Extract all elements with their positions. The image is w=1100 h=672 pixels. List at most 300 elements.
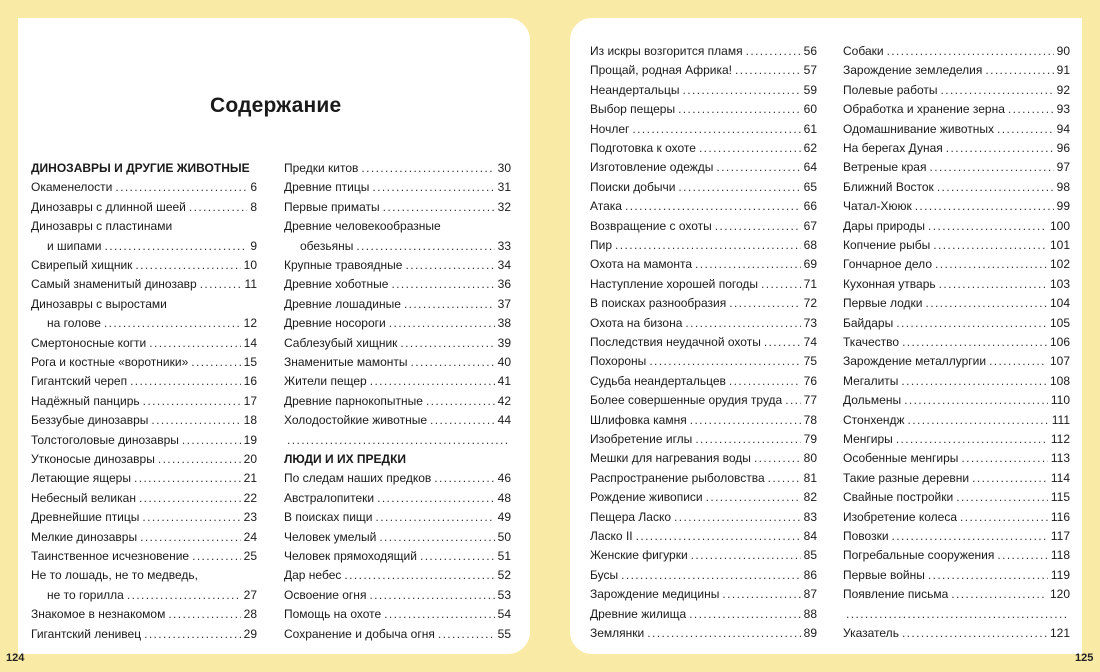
toc-entry xyxy=(843,217,1070,236)
dot-leader xyxy=(933,236,1047,255)
toc-entry xyxy=(31,586,257,605)
toc-entry-page: 88 xyxy=(803,606,817,621)
dot-leader xyxy=(939,275,1047,294)
toc-entry-page: 68 xyxy=(803,238,817,252)
toc-entry-title: Чатал-Хююк xyxy=(843,199,912,214)
toc-entry-title: Одомашнивание животных xyxy=(843,121,995,136)
dot-leader xyxy=(935,255,1047,274)
toc-entry-title: В поисках пищи xyxy=(284,510,373,525)
toc-entry xyxy=(843,469,1070,488)
toc-entry-page: 31 xyxy=(497,180,511,195)
toc-entry xyxy=(284,314,511,333)
toc-entry-page: 34 xyxy=(497,258,511,272)
toc-entry-page: 11 xyxy=(244,277,257,292)
toc-entry xyxy=(31,625,257,644)
toc-entry xyxy=(843,449,1070,468)
toc-entry-page: 83 xyxy=(803,509,817,524)
toc-entry-page: 55 xyxy=(497,626,511,641)
dot-leader xyxy=(400,334,494,353)
dot-leader xyxy=(689,605,800,624)
toc-entry-page: 38 xyxy=(497,316,511,331)
toc-entry-title: Надёжный панцирь xyxy=(31,393,140,408)
toc-entry-title: Зарождение металлургии xyxy=(843,354,987,369)
toc-entry-title: Наступление хорошей погоды xyxy=(590,276,759,291)
dot-leader xyxy=(956,488,1048,507)
dot-leader xyxy=(370,372,495,391)
toc-entry-title: не то горилла xyxy=(47,587,124,602)
dot-leader xyxy=(621,566,801,585)
toc-entry-title: Поиски добычи xyxy=(590,179,676,194)
toc-entry-page: 110 xyxy=(1050,393,1070,408)
toc-entry-page: 53 xyxy=(497,587,511,602)
toc-entry-title: Прощай, родная Африка! xyxy=(590,63,733,78)
toc-entry-title: обезьяны xyxy=(300,238,354,253)
toc-entry-page: 119 xyxy=(1050,567,1070,582)
dot-leader xyxy=(649,352,800,371)
dot-leader xyxy=(405,256,494,275)
toc-entry xyxy=(843,42,1070,61)
toc-entry-page: 54 xyxy=(497,607,511,622)
toc-entry-page: 89 xyxy=(803,626,817,640)
toc-entry xyxy=(590,585,817,604)
toc-entry-title: На берегах Дуная xyxy=(843,141,943,155)
toc-entry xyxy=(843,333,1070,352)
toc-entry-page: 92 xyxy=(1056,82,1070,97)
toc-entry-page: 104 xyxy=(1049,296,1070,311)
dot-leader xyxy=(785,391,800,410)
toc-entry-title: Ночлег xyxy=(590,121,630,136)
toc-entry xyxy=(590,197,817,216)
toc-entry-page: 121 xyxy=(1049,626,1070,640)
toc-entry-page: 91 xyxy=(1056,63,1070,78)
dot-leader xyxy=(892,527,1048,546)
toc-entry-page: 102 xyxy=(1049,257,1070,272)
toc-entry-page: 33 xyxy=(497,238,511,253)
dot-leader xyxy=(746,42,801,61)
toc-entry xyxy=(284,256,511,275)
toc-entry-title: Самый знаменитый динозавр xyxy=(31,277,197,292)
dot-leader xyxy=(985,61,1053,80)
dot-leader xyxy=(695,255,801,274)
toc-entry-title: Судьба неандертальцев xyxy=(590,373,726,388)
toc-entry-title: Динозавры с пластинами xyxy=(31,219,173,234)
toc-entry-title: Неандертальцы xyxy=(590,82,680,97)
dot-leader xyxy=(902,333,1047,352)
dot-leader xyxy=(376,508,495,527)
toc-entry xyxy=(590,546,817,565)
toc-entry-title: Женские фигурки xyxy=(590,548,688,563)
dot-leader xyxy=(695,430,800,449)
toc-entry-page: 86 xyxy=(803,567,817,582)
dot-leader xyxy=(115,178,247,197)
toc-entry xyxy=(31,237,257,256)
toc-entry-title: Сохранение и добыча огня xyxy=(284,626,435,641)
toc-entry xyxy=(284,508,511,527)
dot-leader xyxy=(372,178,494,197)
dot-leader xyxy=(647,624,800,643)
toc-entry-title: Древние человекообразные xyxy=(284,219,441,234)
toc-entry-page: 39 xyxy=(497,335,511,350)
toc-entry-title: Землянки xyxy=(590,626,645,640)
dot-leader xyxy=(674,508,801,527)
toc-entry-page: 67 xyxy=(803,218,817,233)
dot-leader xyxy=(632,120,800,139)
toc-entry xyxy=(590,488,817,507)
toc-entry-page: 111 xyxy=(1051,412,1070,427)
toc-entry-title: Небесный великан xyxy=(31,490,136,505)
toc-entry-page: 49 xyxy=(497,510,511,525)
toc-entry xyxy=(31,450,257,469)
toc-entry xyxy=(843,81,1070,100)
toc-entry-page: 118 xyxy=(1050,548,1070,563)
toc-entry xyxy=(843,314,1070,333)
dot-leader xyxy=(420,547,495,566)
dot-leader xyxy=(356,237,494,256)
dot-leader xyxy=(928,566,1048,585)
dot-leader xyxy=(754,449,801,468)
toc-entry-page: 16 xyxy=(243,374,257,389)
toc-entry xyxy=(590,61,817,80)
toc-entry-title: Повозки xyxy=(843,529,889,543)
toc-entry-page: 80 xyxy=(803,451,817,466)
toc-entry xyxy=(284,469,511,488)
dot-leader xyxy=(636,527,801,546)
toc-entry xyxy=(284,528,511,547)
toc-entry-page: 23 xyxy=(243,510,257,525)
toc-entry-title: Охота на бизона xyxy=(590,315,683,330)
toc-entry-page: 72 xyxy=(803,296,817,311)
toc-entry-page: 79 xyxy=(803,432,817,446)
dot-leader xyxy=(683,81,801,100)
section-heading xyxy=(31,159,257,178)
toc-entry-title: Такие разные деревни xyxy=(843,470,970,485)
dot-leader xyxy=(134,469,241,488)
dot-leader xyxy=(104,314,241,333)
toc-entry-page: 108 xyxy=(1049,373,1070,388)
toc-entry xyxy=(590,411,817,430)
dot-leader xyxy=(904,391,1048,410)
toc-entry-page: 21 xyxy=(243,471,257,486)
toc-entry-page: 107 xyxy=(1049,354,1070,369)
toc-entry-title: Зарождение медицины xyxy=(590,587,720,602)
toc-entry-title: Зарождение земледелия xyxy=(843,63,983,78)
dot-leader xyxy=(615,236,801,255)
toc-entry-page: 93 xyxy=(1056,102,1070,117)
toc-entry-page: 50 xyxy=(497,529,511,544)
toc-entry xyxy=(284,625,511,644)
toc-entry xyxy=(590,391,817,410)
toc-entry xyxy=(31,528,257,547)
dot-leader xyxy=(761,275,801,294)
toc-entry-page: 42 xyxy=(497,393,511,408)
toc-entry xyxy=(843,605,1070,624)
toc-entry xyxy=(843,566,1070,585)
toc-entry-title: Знакомое в незнакомом xyxy=(31,607,166,622)
toc-entry-title: Таинственное исчезновение xyxy=(31,549,190,563)
toc-entry xyxy=(843,488,1070,507)
dot-leader xyxy=(928,217,1047,236)
toc-entry-page: 52 xyxy=(497,568,511,583)
dot-leader xyxy=(379,528,494,547)
dot-leader xyxy=(972,469,1048,488)
toc-entry xyxy=(31,392,257,411)
dot-leader xyxy=(997,120,1054,139)
toc-entry-page: 69 xyxy=(803,257,817,272)
dot-leader xyxy=(997,546,1048,565)
toc-entry-title: Копчение рыбы xyxy=(843,238,931,252)
toc-entry xyxy=(31,217,257,236)
dot-leader xyxy=(989,352,1047,371)
dot-leader xyxy=(191,353,240,372)
dot-leader xyxy=(706,488,801,507)
toc-entry-title: Крупные травоядные xyxy=(284,258,403,272)
toc-entry-title: Более совершенные орудия труда xyxy=(590,393,783,408)
toc-entry-page: 82 xyxy=(803,490,817,505)
toc-entry-page: 66 xyxy=(803,199,817,214)
toc-entry-title: Менгиры xyxy=(843,432,893,446)
dot-leader xyxy=(940,81,1053,100)
toc-entry-title: Ветреные края xyxy=(843,160,927,175)
toc-entry-title: Человек умелый xyxy=(284,529,377,544)
dot-leader xyxy=(168,605,240,624)
toc-entry-title: Беззубые динозавры xyxy=(31,413,149,428)
toc-entry-title: Полевые работы xyxy=(843,82,938,97)
toc-entry-title: Мелкие динозавры xyxy=(31,529,138,544)
toc-entry-page: 81 xyxy=(803,470,817,485)
toc-entry xyxy=(284,275,511,294)
toc-entry-page: 112 xyxy=(1050,432,1070,446)
toc-entry-title: Холодостойкие животные xyxy=(284,413,428,428)
toc-entry-page: 105 xyxy=(1049,315,1070,330)
toc-entry xyxy=(843,391,1070,410)
toc-entry-title: Дольмены xyxy=(843,393,902,408)
toc-entry-page: 85 xyxy=(803,548,817,563)
toc-entry-title: Первые лодки xyxy=(843,296,923,311)
toc-entry-page: 97 xyxy=(1056,160,1070,175)
dot-leader xyxy=(735,61,801,80)
toc-entry xyxy=(590,566,817,585)
toc-entry xyxy=(284,334,511,353)
toc-entry-title: Шлифовка камня xyxy=(590,412,687,427)
toc-entry-page: 48 xyxy=(497,490,511,505)
toc-entry-title: Особенные менгиры xyxy=(843,451,959,466)
toc-entry-title: Возвращение с охоты xyxy=(590,218,712,233)
dot-leader xyxy=(139,489,241,508)
toc-entry-page: 71 xyxy=(803,276,817,291)
toc-entry-page: 94 xyxy=(1056,121,1070,136)
toc-entry xyxy=(843,197,1070,216)
dot-leader xyxy=(764,333,801,352)
toc-entry xyxy=(284,605,511,624)
toc-entry xyxy=(843,275,1070,294)
toc-entry xyxy=(590,352,817,371)
dot-leader xyxy=(434,469,494,488)
toc-entry-title: ДИНОЗАВРЫ И ДРУГИЕ ЖИВОТНЫЕ xyxy=(31,161,250,175)
toc-entry-page: 120 xyxy=(1049,587,1070,602)
toc-entry xyxy=(843,585,1070,604)
toc-entry-title: Погребальные сооружения xyxy=(843,548,995,563)
toc-entry-title: Утконосые динозавры xyxy=(31,452,155,466)
toc-entry-page: 15 xyxy=(243,355,257,369)
toc-entry-page: 62 xyxy=(803,141,817,155)
dot-leader xyxy=(151,411,240,430)
toc-entry xyxy=(590,120,817,139)
toc-entry-title: Рождение живописи xyxy=(590,490,703,505)
dot-leader xyxy=(361,159,494,178)
toc-entry xyxy=(590,624,817,643)
toc-entry-page: 116 xyxy=(1050,509,1070,524)
toc-entry xyxy=(843,120,1070,139)
toc-entry-title: Древние парнокопытные xyxy=(284,393,423,408)
toc-entry xyxy=(590,449,817,468)
toc-entry-title: Толстоголовые динозавры xyxy=(31,432,179,447)
toc-entry xyxy=(843,100,1070,119)
toc-entry-title: Древние жилища xyxy=(590,606,687,621)
toc-entry-title: Бусы xyxy=(590,567,619,582)
toc-entry-title: Дары природы xyxy=(843,218,926,233)
dot-leader xyxy=(690,411,801,430)
dot-leader xyxy=(951,585,1047,604)
toc-entry-page: 8 xyxy=(250,199,257,214)
dot-leader xyxy=(391,275,494,294)
toc-entry-title: на голове xyxy=(47,316,101,331)
dot-leader xyxy=(691,546,801,565)
dot-leader xyxy=(1008,100,1054,119)
toc-entry-page: 117 xyxy=(1050,529,1070,543)
toc-entry xyxy=(590,333,817,352)
dot-leader xyxy=(901,372,1047,391)
toc-entry-title: Первые приматы xyxy=(284,199,380,214)
toc-entry xyxy=(31,372,257,391)
toc-entry-title: Пещера Ласко xyxy=(590,509,671,524)
dot-leader xyxy=(383,198,495,217)
toc-entry xyxy=(31,605,257,624)
toc-entry-title: Появление письма xyxy=(843,587,949,602)
toc-entry xyxy=(590,527,817,546)
toc-entry-page: 14 xyxy=(243,335,257,350)
toc-entry-title: Динозавры с выростами xyxy=(31,296,167,311)
toc-entry-title: В поисках разнообразия xyxy=(590,296,727,311)
toc-entry xyxy=(590,469,817,488)
toc-entry-title: Первые войны xyxy=(843,567,925,582)
toc-entry-title: Рога и костные «воротники» xyxy=(31,355,189,369)
toc-entry-title: Древнейшие птицы xyxy=(31,510,140,525)
dot-leader xyxy=(127,586,241,605)
toc-entry-page: 65 xyxy=(803,179,817,194)
toc-entry-page: 19 xyxy=(243,432,257,447)
toc-entry-page: 44 xyxy=(497,413,511,428)
toc-entry-page: 77 xyxy=(803,393,817,408)
toc-entry xyxy=(843,352,1070,371)
toc-entry xyxy=(31,314,257,333)
toc-entry xyxy=(284,431,511,450)
toc-entry-title: Гончарное дело xyxy=(843,257,932,272)
toc-entry xyxy=(31,295,257,314)
dot-leader xyxy=(135,256,240,275)
toc-entry-page: 74 xyxy=(803,335,817,349)
toc-entry-title: Ближний Восток xyxy=(843,179,934,194)
toc-entry-page: 51 xyxy=(497,549,511,563)
toc-entry-page: 57 xyxy=(803,63,817,78)
toc-entry-page: 9 xyxy=(250,238,257,253)
dot-leader xyxy=(143,392,241,411)
toc-entry xyxy=(284,159,511,178)
dot-leader xyxy=(715,217,801,236)
toc-entry xyxy=(843,158,1070,177)
toc-entry-title: Байдары xyxy=(843,315,894,330)
toc-entry-page: 32 xyxy=(497,199,511,214)
toc-entry xyxy=(843,527,1070,546)
dot-leader xyxy=(625,197,801,216)
toc-entry xyxy=(590,294,817,313)
toc-entry-page: 100 xyxy=(1049,218,1070,233)
toc-entry-page: 22 xyxy=(243,490,257,505)
dot-leader xyxy=(937,178,1054,197)
toc-entry xyxy=(31,469,257,488)
toc-entry xyxy=(31,489,257,508)
dot-leader xyxy=(908,411,1049,430)
dot-leader xyxy=(105,237,248,256)
toc-entry-page: 41 xyxy=(497,374,511,389)
toc-entry-title: Пир xyxy=(590,238,613,252)
toc-entry-title: Выбор пещеры xyxy=(590,102,676,117)
toc-entry-title: Указатель xyxy=(843,626,899,640)
dot-leader xyxy=(140,528,241,547)
dot-leader xyxy=(699,139,801,158)
toc-entry-title: Древние птицы xyxy=(284,180,370,195)
dot-leader xyxy=(438,625,495,644)
toc-entry xyxy=(31,256,257,275)
page-title: Содержание xyxy=(210,94,342,117)
dot-leader xyxy=(144,625,241,644)
toc-entry xyxy=(843,178,1070,197)
toc-entry-title: Помощь на охоте xyxy=(284,607,382,622)
dot-leader xyxy=(685,314,800,333)
toc-entry-title: Свирепый хищник xyxy=(31,258,133,272)
toc-entry-page: 101 xyxy=(1049,238,1070,252)
toc-entry xyxy=(843,61,1070,80)
toc-entry-page: 73 xyxy=(803,315,817,330)
dot-leader xyxy=(729,372,801,391)
toc-entry xyxy=(31,508,257,527)
toc-entry xyxy=(31,431,257,450)
toc-entry-page: 98 xyxy=(1056,179,1070,194)
toc-entry-page: 114 xyxy=(1050,470,1070,485)
dot-leader xyxy=(192,547,241,566)
dot-leader xyxy=(149,334,240,353)
toc-entry xyxy=(284,411,511,430)
toc-entry-page: 87 xyxy=(803,587,817,602)
dot-leader xyxy=(430,411,495,430)
toc-entry xyxy=(31,411,257,430)
toc-entry-title: Человек прямоходящий xyxy=(284,549,417,563)
toc-entry xyxy=(31,353,257,372)
toc-entry xyxy=(590,430,817,449)
toc-entry xyxy=(31,334,257,353)
toc-entry-page: 24 xyxy=(243,529,257,544)
toc-entry-title: Смертоносные когти xyxy=(31,335,147,350)
toc-entry-title: Ткачество xyxy=(843,335,900,349)
dot-leader xyxy=(287,431,508,450)
toc-entry-page: 10 xyxy=(243,258,257,272)
toc-entry xyxy=(284,217,511,236)
toc-entry-page: 46 xyxy=(497,471,511,486)
toc-entry-title: Саблезубый хищник xyxy=(284,335,398,350)
toc-entry xyxy=(843,430,1070,449)
dot-leader xyxy=(729,294,800,313)
toc-entry-title: Охота на мамонта xyxy=(590,257,692,272)
toc-entry xyxy=(284,547,511,566)
